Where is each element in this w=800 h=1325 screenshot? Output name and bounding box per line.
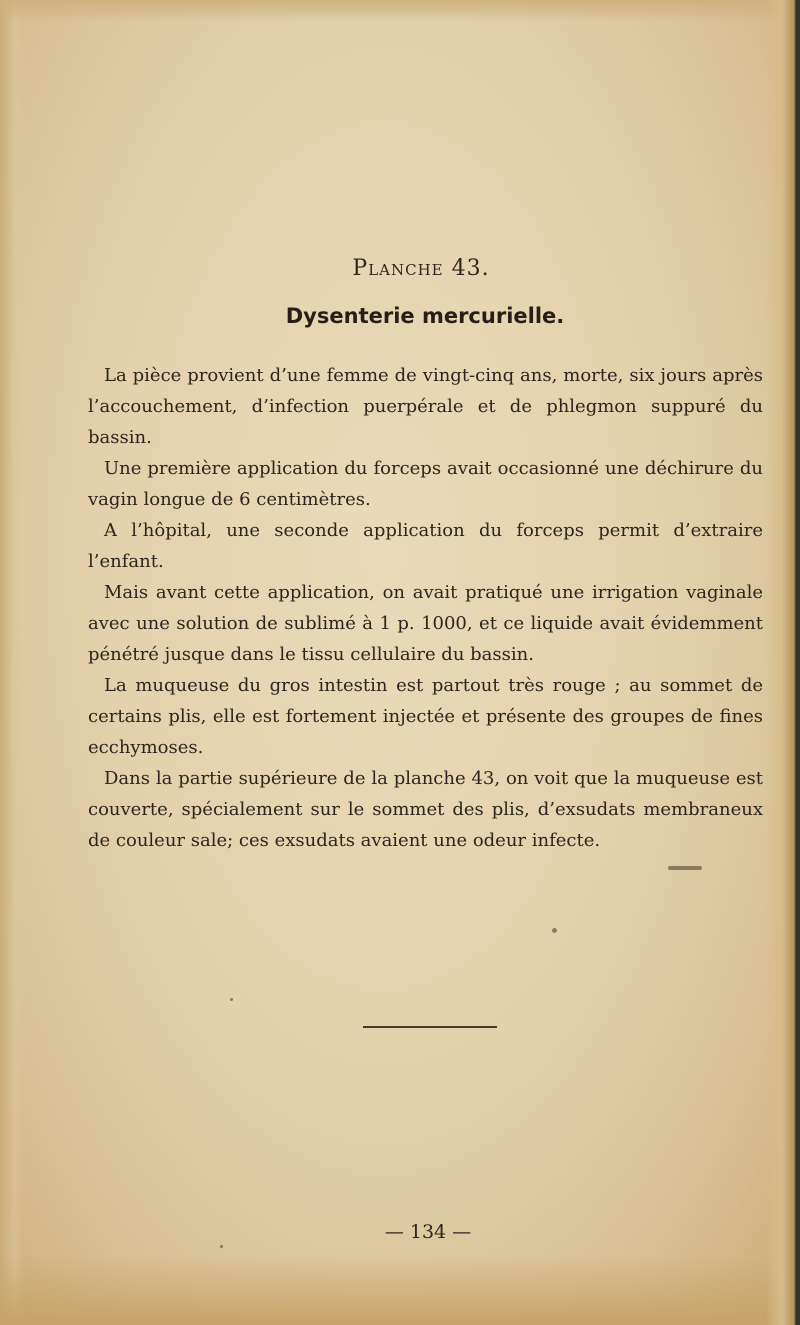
page-bottom-edge <box>0 1255 800 1325</box>
ink-speck <box>220 1245 223 1248</box>
page-number: — 134 — <box>384 1221 472 1243</box>
body-paragraph: Mais avant cette application, on avait pratiqué une irrigation vaginale avec une solution de sublimé à 1 p. 1000, et ce liquide avait évidemment pénétré jusque dans le tissu cellulaire du bassin. <box>88 582 763 665</box>
plate-subtitle: Dysenterie mercurielle. <box>285 304 565 328</box>
body-paragraph: La pièce provient d’une femme de vingt-cinq ans, morte, six jours après l’accouchement, d’infection puerpérale et de phlegmon suppuré du bassin. <box>88 365 763 448</box>
plate-title: Planche 43. <box>352 256 490 281</box>
body-paragraph: Une première application du forceps avait occasionné une déchirure du vagin longue de 6 centimètres. <box>88 458 763 510</box>
ink-speck <box>552 928 557 933</box>
section-divider <box>363 1026 497 1028</box>
body-paragraph: La muqueuse du gros intestin est partout très rouge ; au sommet de certains plis, elle est fortement injectée et présente des groupes de fines ecchymoses. <box>88 675 763 758</box>
body-paragraph: Dans la partie supérieure de la planche 43, on voit que la muqueuse est couverte, spécialement sur le sommet des plis, d’exsudats membraneux de couleur sale; ces exsudats avaient une odeur infecte. <box>88 768 763 851</box>
body-text <box>88 360 763 856</box>
body-paragraph: A l’hôpital, une seconde application du forceps permit d’extraire l’enfant. <box>88 520 763 572</box>
ink-speck <box>668 866 702 870</box>
ink-speck <box>230 998 233 1001</box>
page-top-edge <box>0 0 800 22</box>
